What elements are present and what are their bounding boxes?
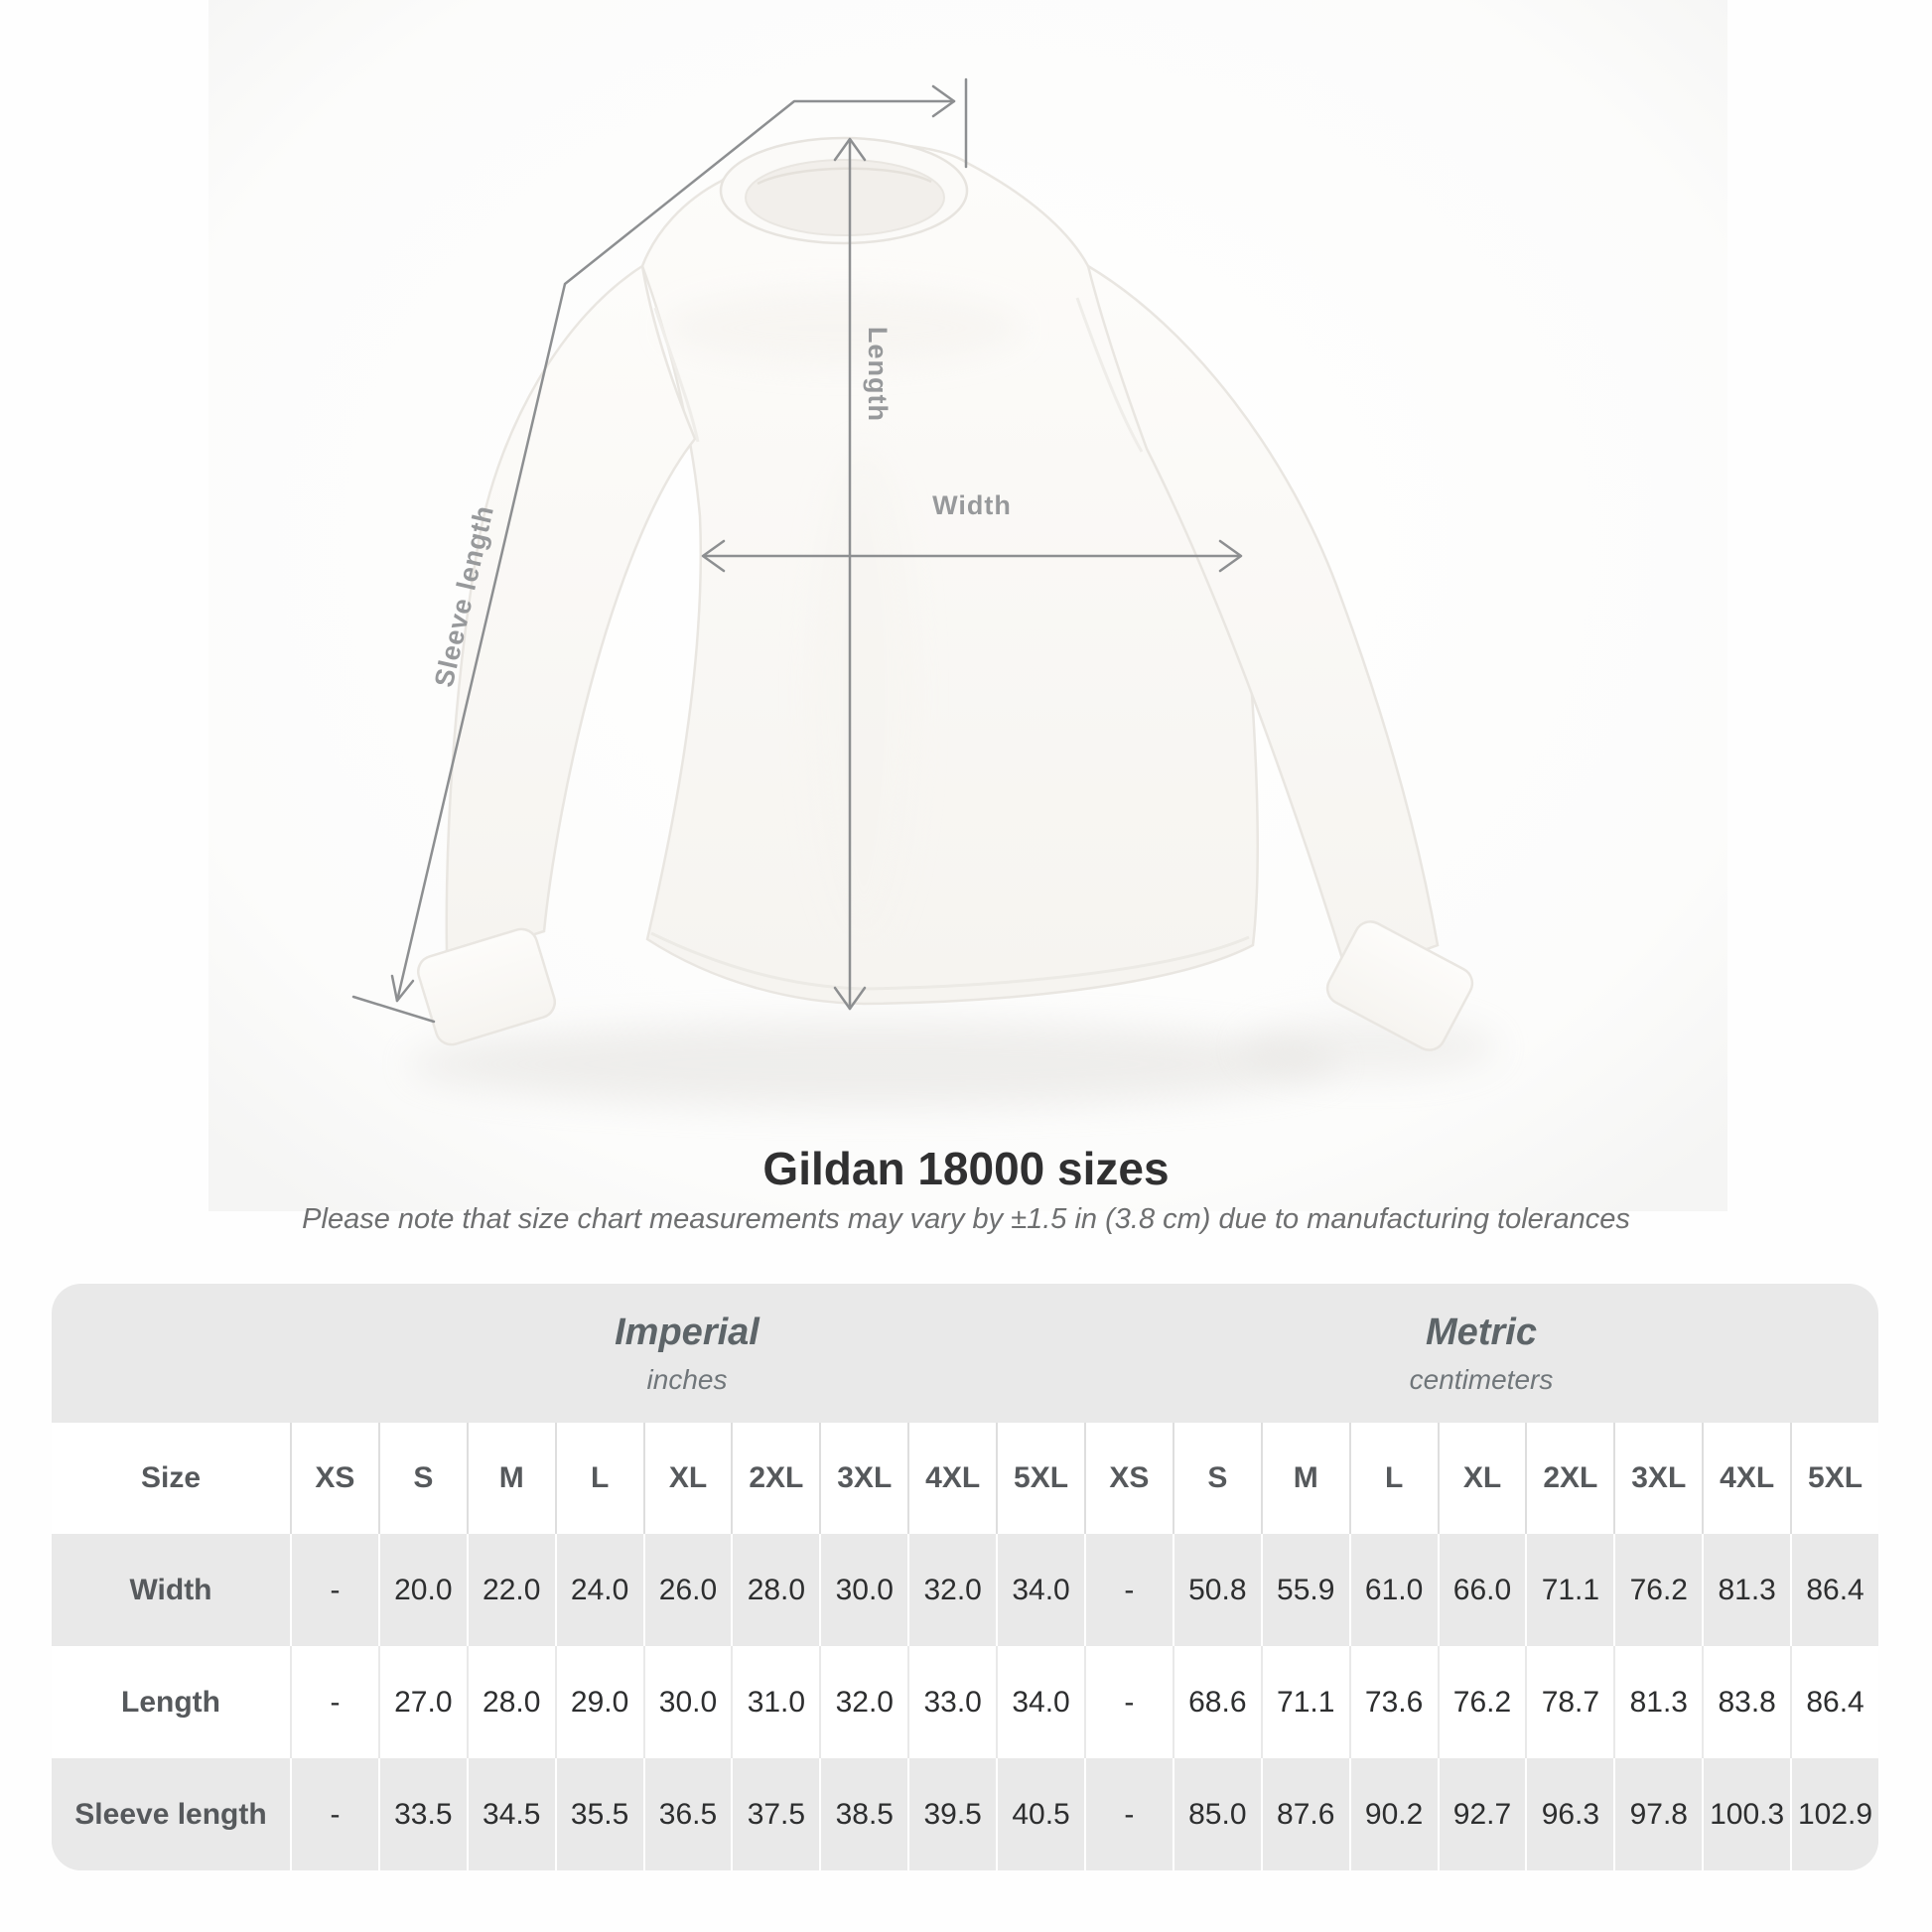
table-cell: 20.0 (378, 1534, 467, 1646)
imperial-group-unit: inches (646, 1363, 728, 1395)
table-cell: 50.8 (1173, 1534, 1261, 1646)
table-cell: 100.3 (1702, 1758, 1790, 1870)
table-cell: 32.0 (819, 1646, 907, 1758)
size-header-cell: L (1349, 1423, 1438, 1534)
size-header-cell: 5XL (996, 1423, 1084, 1534)
ground-shadow (407, 1021, 1340, 1108)
row-label: Width (52, 1534, 290, 1646)
size-header-cell: 4XL (1702, 1423, 1790, 1534)
size-header-cell: M (467, 1423, 555, 1534)
table-cell: 90.2 (1349, 1758, 1438, 1870)
size-header-cell: 2XL (1525, 1423, 1613, 1534)
table-cell: 66.0 (1438, 1534, 1526, 1646)
sleeve-shadow (1241, 1018, 1499, 1077)
table-cell: 71.1 (1261, 1646, 1349, 1758)
length-row (52, 1646, 1878, 1758)
size-header-cell: XS (1084, 1423, 1173, 1534)
table-cell: 73.6 (1349, 1646, 1438, 1758)
table-cell: 83.8 (1702, 1646, 1790, 1758)
table-cell: 81.3 (1702, 1534, 1790, 1646)
table-cell: 37.5 (731, 1758, 819, 1870)
table-cell: 31.0 (731, 1646, 819, 1758)
unit-group-row (52, 1284, 1878, 1423)
table-cell: 87.6 (1261, 1758, 1349, 1870)
width-dimension-label: Width (932, 490, 1012, 520)
metric-group-title: Metric (1426, 1311, 1537, 1354)
table-cell: 68.6 (1173, 1646, 1261, 1758)
collar-opening (746, 160, 944, 235)
table-cell: 39.5 (907, 1758, 996, 1870)
sleeve-length-row (52, 1758, 1878, 1870)
table-cell: 81.3 (1613, 1646, 1702, 1758)
table-cell: - (1084, 1758, 1173, 1870)
table-cell: 76.2 (1438, 1646, 1526, 1758)
length-dimension-label: Length (863, 327, 893, 422)
size-header-cell: 5XL (1790, 1423, 1878, 1534)
table-cell: 96.3 (1525, 1758, 1613, 1870)
size-header-cell: 4XL (907, 1423, 996, 1534)
table-cell: 33.0 (907, 1646, 996, 1758)
table-cell: 24.0 (555, 1534, 643, 1646)
tolerance-note: Please note that size chart measurements may vary by ±1.5 in (3.8 cm) due to manufacturing tolerances (302, 1203, 1630, 1235)
size-header-cell: XS (290, 1423, 378, 1534)
imperial-group-header (290, 1284, 1084, 1423)
corner-cell (52, 1284, 290, 1423)
table-cell: 28.0 (731, 1534, 819, 1646)
table-cell: 28.0 (467, 1646, 555, 1758)
table-cell: - (290, 1534, 378, 1646)
size-header-cell: XL (1438, 1423, 1526, 1534)
size-header-cell: 3XL (819, 1423, 907, 1534)
fold-shading (809, 447, 918, 943)
table-cell: 22.0 (467, 1534, 555, 1646)
table-cell: 27.0 (378, 1646, 467, 1758)
size-header-cell: 2XL (731, 1423, 819, 1534)
size-chart-table (52, 1284, 1878, 1870)
page-title: Gildan 18000 sizes (762, 1143, 1170, 1194)
table-cell: 32.0 (907, 1534, 996, 1646)
table-cell: 86.4 (1790, 1646, 1878, 1758)
size-header-cell: S (378, 1423, 467, 1534)
size-header-cell: XL (643, 1423, 732, 1534)
size-column-header: Size (52, 1423, 290, 1534)
metric-group-unit: centimeters (1409, 1363, 1554, 1395)
imperial-group-title: Imperial (615, 1311, 759, 1354)
table-cell: 34.0 (996, 1534, 1084, 1646)
table-cell: 92.7 (1438, 1758, 1526, 1870)
table-cell: 34.5 (467, 1758, 555, 1870)
table-cell: 40.5 (996, 1758, 1084, 1870)
table-cell: 29.0 (555, 1646, 643, 1758)
table-cell: 34.0 (996, 1646, 1084, 1758)
table-cell: 36.5 (643, 1758, 732, 1870)
table-cell: 76.2 (1613, 1534, 1702, 1646)
table-cell: 61.0 (1349, 1534, 1438, 1646)
table-cell: - (1084, 1534, 1173, 1646)
sleeve-dimension-label: Sleeve length (428, 501, 500, 690)
size-header-cell: L (555, 1423, 643, 1534)
size-header-cell: S (1173, 1423, 1261, 1534)
size-header-cell: 3XL (1613, 1423, 1702, 1534)
table-cell: 71.1 (1525, 1534, 1613, 1646)
table-cell: - (290, 1646, 378, 1758)
table-cell: 85.0 (1173, 1758, 1261, 1870)
table-cell: 97.8 (1613, 1758, 1702, 1870)
size-header-row (52, 1423, 1878, 1534)
table-cell: 86.4 (1790, 1534, 1878, 1646)
row-label: Sleeve length (52, 1758, 290, 1870)
table-cell: 78.7 (1525, 1646, 1613, 1758)
width-row (52, 1534, 1878, 1646)
metric-group-header (1084, 1284, 1878, 1423)
table-cell: 30.0 (819, 1534, 907, 1646)
table-cell: 38.5 (819, 1758, 907, 1870)
table-cell: 55.9 (1261, 1534, 1349, 1646)
table-cell: 33.5 (378, 1758, 467, 1870)
table-cell: 102.9 (1790, 1758, 1878, 1870)
table-cell: - (290, 1758, 378, 1870)
row-label: Length (52, 1646, 290, 1758)
table-cell: 35.5 (555, 1758, 643, 1870)
size-header-cell: M (1261, 1423, 1349, 1534)
table-cell: - (1084, 1646, 1173, 1758)
table-cell: 26.0 (643, 1534, 732, 1646)
fold-shading (665, 290, 1023, 365)
table-cell: 30.0 (643, 1646, 732, 1758)
